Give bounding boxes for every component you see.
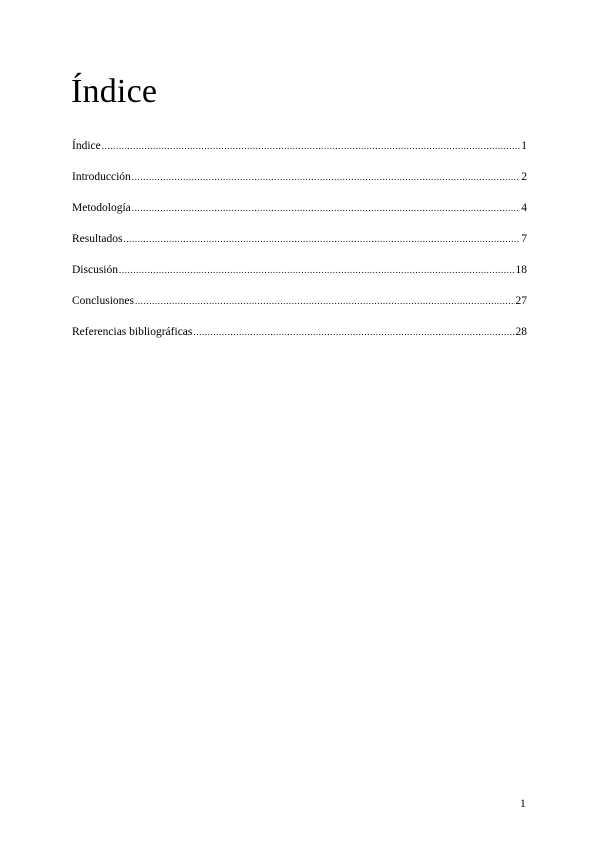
toc-entry-page: 1: [521, 140, 527, 152]
page-title: Índice: [71, 73, 158, 110]
toc-entry-page: 18: [515, 264, 527, 276]
toc-entry-label: Índice: [72, 140, 101, 152]
toc-entry-discusion[interactable]: [72, 262, 527, 293]
dot-leader: [102, 138, 521, 154]
toc-entry-resultados[interactable]: [72, 231, 527, 262]
toc-entry-label: Conclusiones: [72, 295, 134, 307]
toc-entry-conclusiones[interactable]: [72, 293, 527, 324]
dot-leader: [193, 324, 514, 340]
toc-entry-page: 7: [521, 233, 527, 245]
toc-entry-label: Introducción: [72, 171, 131, 183]
toc-entry-page: 4: [521, 202, 527, 214]
toc-entry-introduccion[interactable]: [72, 169, 527, 200]
toc-entry-label: Discusión: [72, 264, 118, 276]
toc-entry-page: 27: [515, 295, 527, 307]
toc-entry-label: Referencias bibliográficas: [72, 326, 193, 338]
dot-leader: [123, 231, 520, 247]
dot-leader: [132, 200, 520, 216]
dot-leader: [132, 169, 520, 185]
toc-entry-label: Resultados: [72, 233, 123, 245]
toc-entry-label: Metodología: [72, 202, 131, 214]
dot-leader: [119, 262, 515, 278]
dot-leader: [135, 293, 515, 309]
toc-entry-referencias[interactable]: [72, 324, 527, 355]
toc-entry-page: 28: [515, 326, 527, 338]
page-number: 1: [520, 798, 526, 810]
toc-entry-page: 2: [521, 171, 527, 183]
table-of-contents: [72, 138, 527, 355]
toc-entry-metodologia[interactable]: [72, 200, 527, 231]
toc-entry-indice[interactable]: [72, 138, 527, 169]
